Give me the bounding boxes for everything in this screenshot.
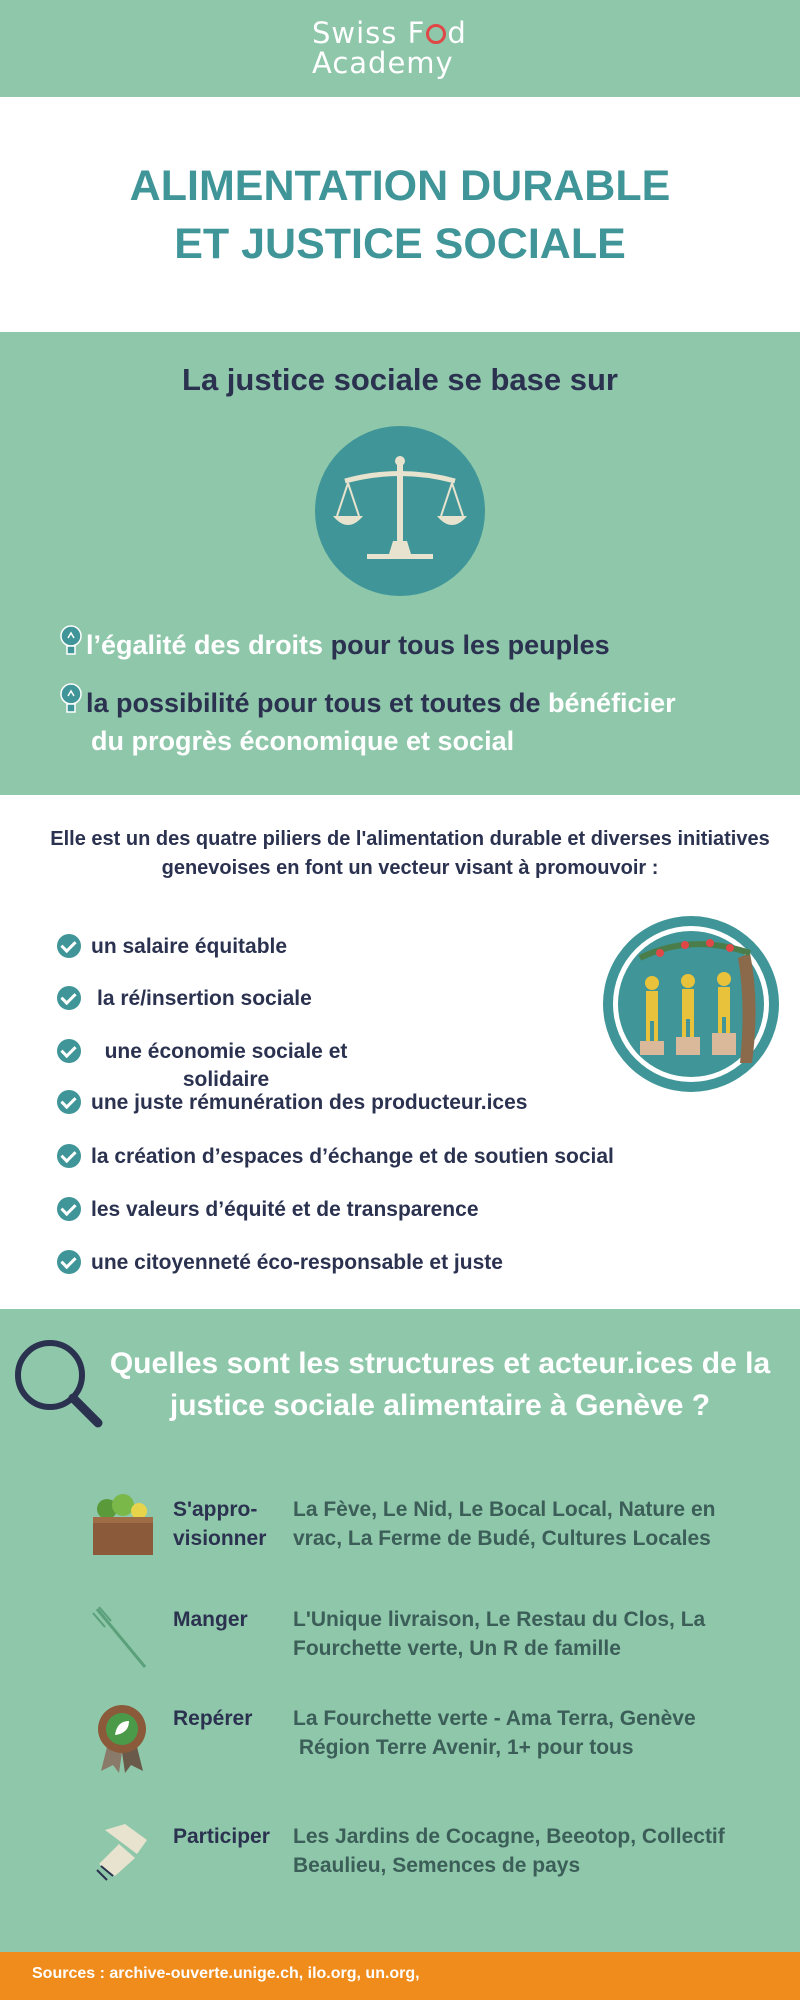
row-label-line2: visionner [173,1527,267,1550]
row-text-manger [293,1605,773,1663]
swiss-food-academy-logo [312,18,467,78]
row-label-line1: S'appro- [173,1498,258,1521]
list-item [57,1038,348,1091]
row-text-line1: La Fève, Le Nid, Le Bocal Local, Nature en [293,1498,716,1521]
list-item-text-line2: solidaire [182,1068,270,1091]
workers-illustration [600,913,782,1095]
vegetable-box-icon [85,1487,160,1562]
justice-section [0,332,800,795]
list-item-text: une juste rémunération des producteur.ices [91,1091,528,1114]
bullet2-highlight2: du progrès économique et social [91,726,515,756]
title-band [0,97,800,332]
row-text-line2: Fourchette verte, Un R de famille [293,1637,621,1660]
structures-question: Quelles sont les structures et acteur.ices de la justice sociale alimentaire à Genève ? [109,1347,771,1422]
handshake-icon [85,1814,160,1889]
justice-bullet-2 [60,682,676,760]
justice-bullet-1 [60,624,610,664]
check-icon [57,986,81,1010]
list-item [57,933,287,961]
sources-text: Sources : archive-ouverte.unige.ch, ilo.org, un.org, [32,1965,420,1982]
list-item [57,1196,479,1224]
check-icon [57,1144,81,1168]
row-text-participer [293,1822,773,1880]
list-item-text: la ré/insertion sociale [97,987,312,1010]
list-item [57,1089,527,1117]
row-label-participer: Participer [173,1825,270,1848]
structures-section [0,1309,800,1952]
list-item-text: la création d’espaces d’échange et de soutien social [91,1145,614,1168]
row-text-approvisionner [293,1495,773,1553]
row-label-reperer: Repérer [173,1707,253,1730]
magnifier-icon [10,1335,105,1430]
eco-badge-icon [85,1699,160,1774]
row-text-line2: Beaulieu, Semences de pays [293,1854,581,1877]
header-band [0,0,800,97]
sources-footer [0,1952,800,2000]
row-text-line1: Les Jardins de Cocagne, Beeotop, Collectif [293,1825,725,1848]
row-text-line1: La Fourchette verte - Ama Terra, Genève [293,1707,696,1730]
lightbulb-icon [60,682,82,718]
pillars-intro: Elle est un des quatre piliers de l'alimentation durable et diverses initiatives genevoises en font un vecteur visant à promouvoir : [50,828,770,879]
list-item [57,1143,614,1171]
page-title [0,157,800,273]
bullet1-highlight: l’égalité des droits [86,630,324,660]
list-item [57,985,312,1013]
bullet1-text: pour tous les peuples [323,630,610,660]
logo-red-o-icon [426,24,446,44]
pillars-section [0,795,800,1309]
logo-text-d: d [447,16,467,50]
list-item-text: les valeurs d’équité et de transparence [91,1198,479,1221]
logo-text-academy: Academy [312,46,454,80]
row-text-reperer [293,1704,773,1762]
list-item-text-line1: une économie sociale et [104,1040,348,1063]
fork-icon [85,1599,160,1674]
row-label-manger: Manger [173,1608,248,1631]
row-text-line2: Région Terre Avenir, 1+ pour tous [293,1736,634,1759]
row-label-approvisionner [173,1495,266,1553]
list-item-text: une citoyenneté éco-responsable et juste [91,1251,503,1274]
check-icon [57,934,81,958]
row-text-line1: L'Unique livraison, Le Restau du Clos, La [293,1608,706,1631]
scale-icon [315,426,485,596]
lightbulb-icon [60,624,82,660]
row-text-line2: vrac, La Ferme de Budé, Cultures Locales [293,1527,711,1550]
bullet2-text: la possibilité pour tous et toutes de [86,688,549,718]
page-title-line2: ET JUSTICE SOCIALE [174,220,626,268]
logo-text-swiss-f: Swiss F [312,16,426,50]
bullet2-highlight1: bénéficier [548,688,676,718]
check-icon [57,1250,81,1274]
list-item-text: un salaire équitable [91,935,288,958]
justice-heading: La justice sociale se base sur [182,362,618,397]
check-icon [57,1197,81,1221]
list-item-text [81,1038,371,1094]
list-item [57,1249,503,1277]
check-icon [57,1090,81,1114]
check-icon [57,1039,81,1063]
page-title-line1: ALIMENTATION DURABLE [129,162,671,210]
